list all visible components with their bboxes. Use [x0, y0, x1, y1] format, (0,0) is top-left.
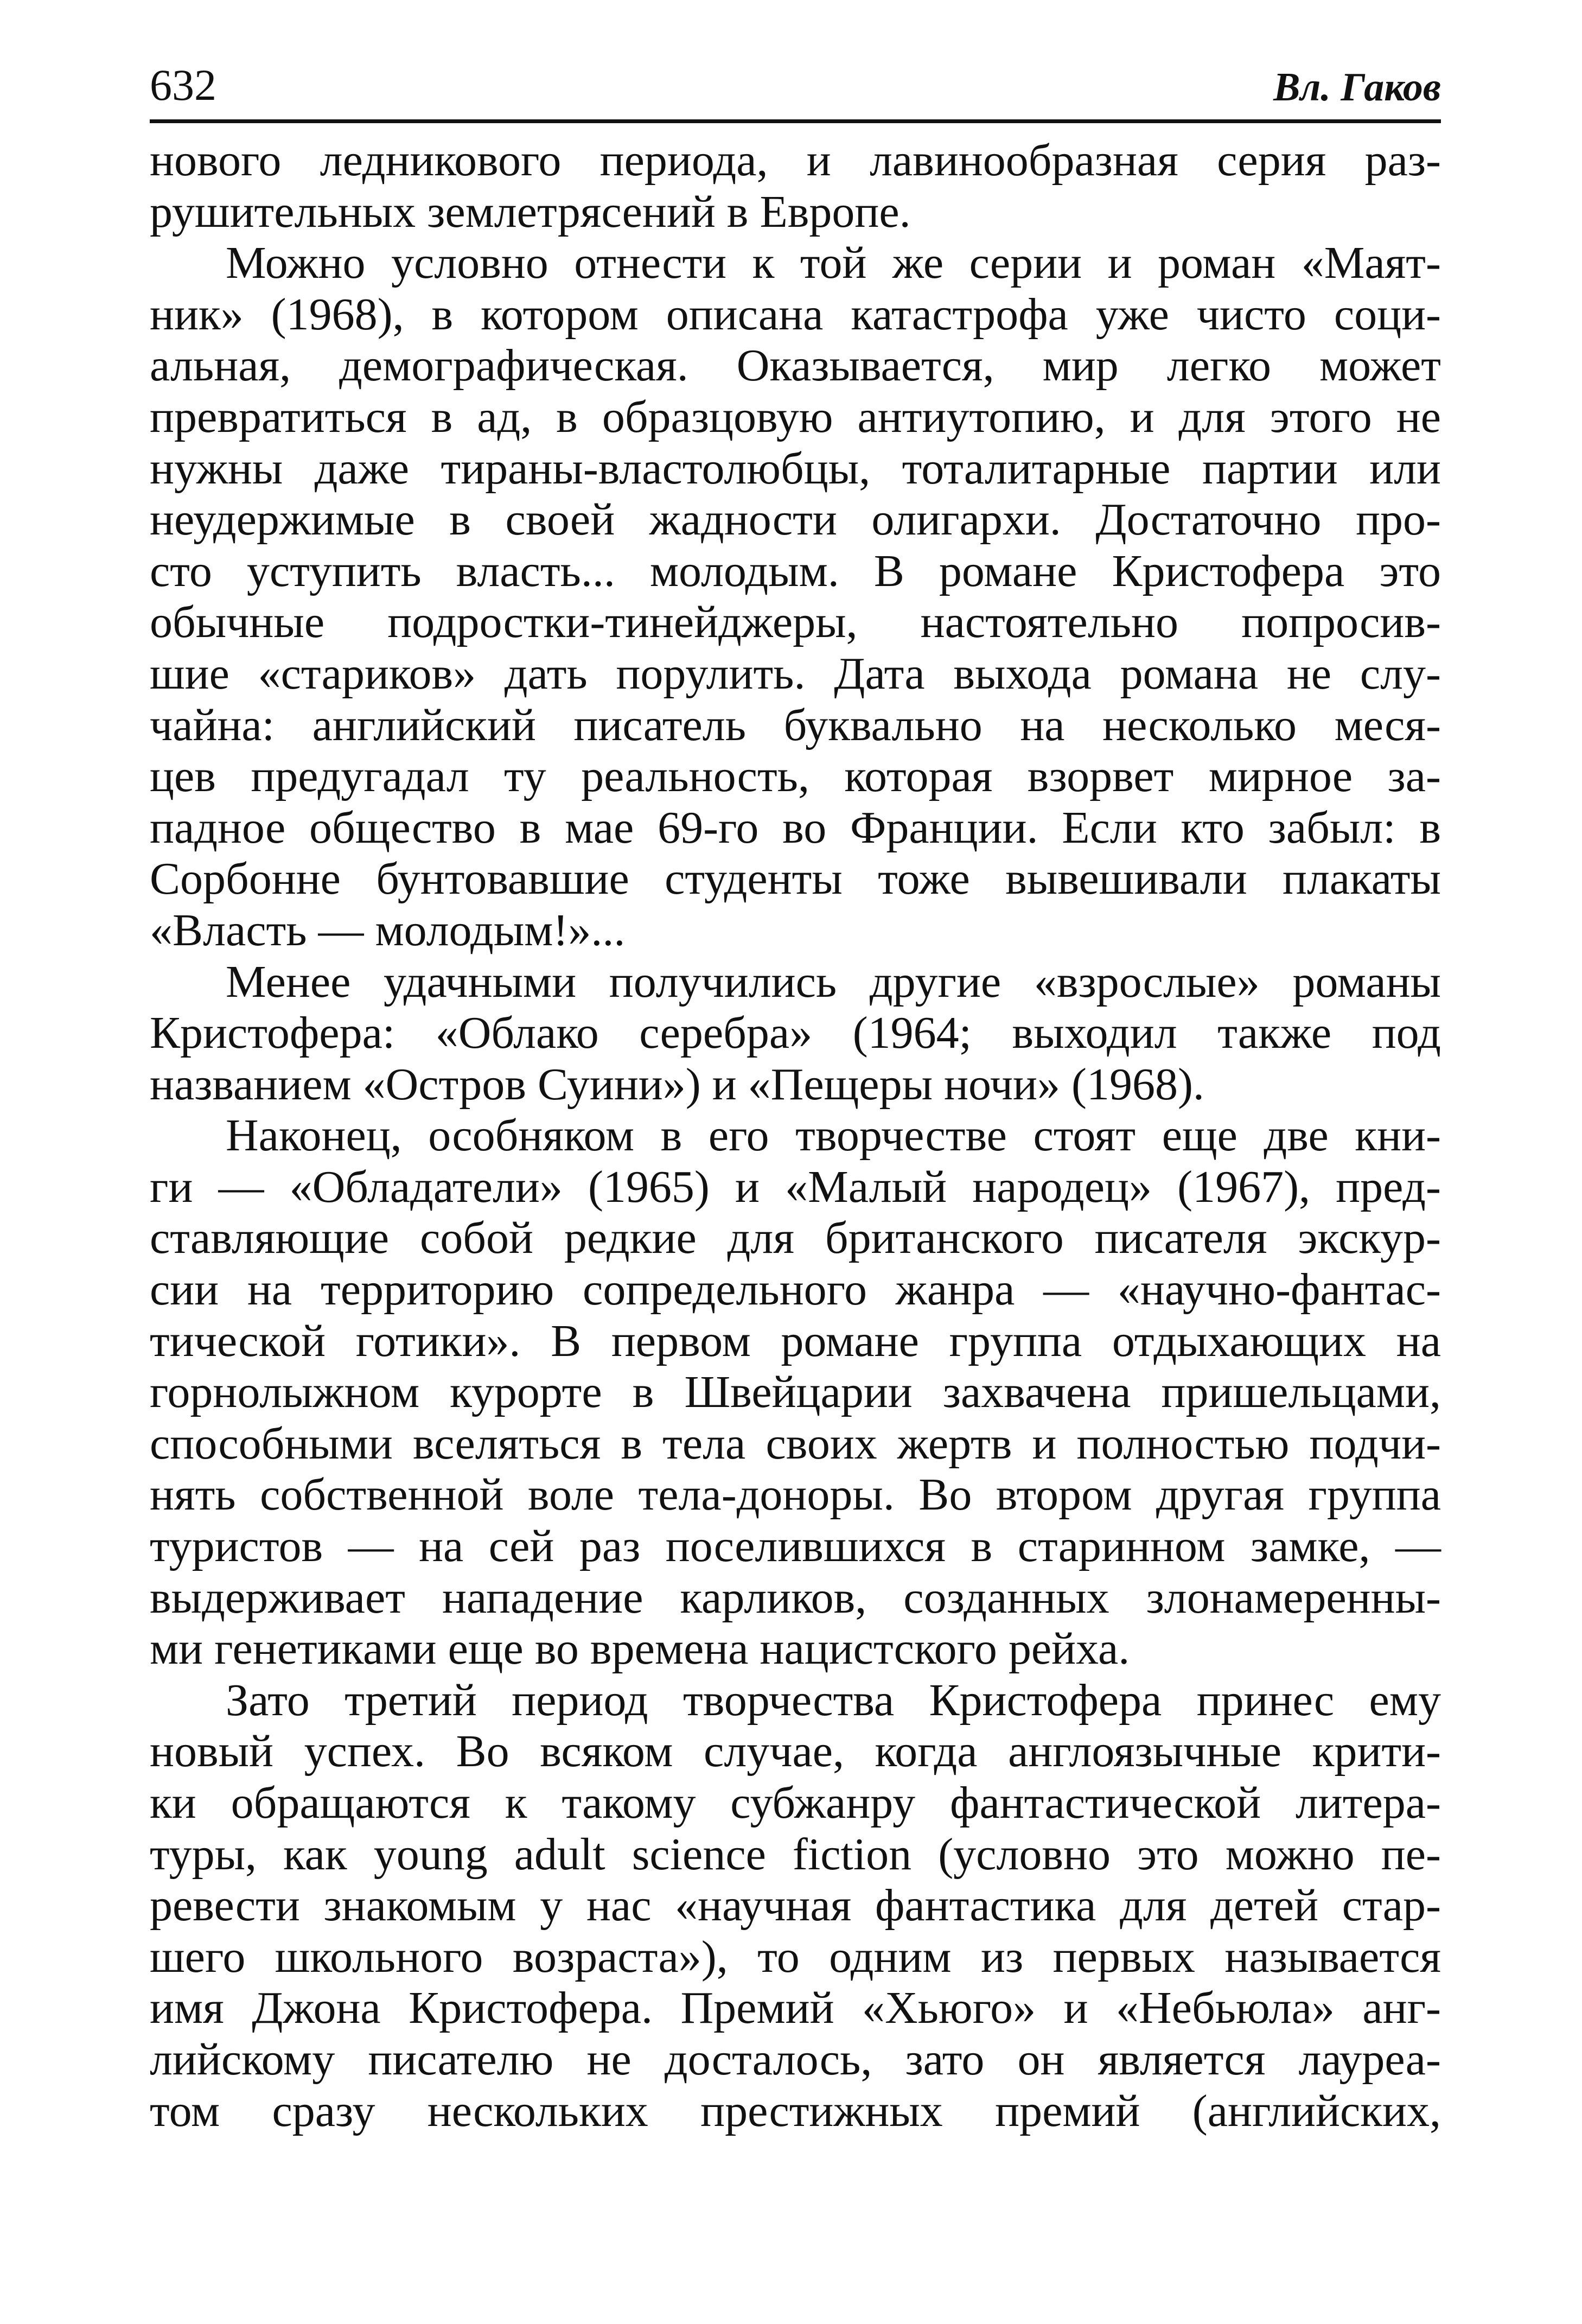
running-head — [150, 60, 1441, 123]
text-line: способными вселяться в тела своих жертв и полностью подчи- — [150, 1418, 1441, 1469]
text-line: альная, демографическая. Оказывается, мир легко может — [150, 340, 1441, 391]
text-line: выдерживает нападение карликов, созданных злонамеренны- — [150, 1572, 1441, 1623]
text-line: ги — «Обладатели» (1965) и «Малый народец» (1967), пред- — [150, 1161, 1441, 1212]
text-line: Кристофера: «Облако серебра» (1964; выходил также под — [150, 1008, 1441, 1059]
text-line: чайна: английский писатель буквально на несколько меся- — [150, 699, 1441, 750]
text-line: туристов — на сей раз поселившихся в старинном замке, — — [150, 1521, 1441, 1572]
text-line: новый успех. Во всяком случае, когда англоязычные крити- — [150, 1726, 1441, 1777]
text-line: нового ледникового периода, и лавинообразная серия раз- — [150, 135, 1441, 186]
text-line: «Власть — молодым!»... — [150, 905, 626, 956]
text-line: падное общество в мае 69-го во Франции. Если кто забыл: в — [150, 802, 1441, 853]
paragraph — [150, 957, 1441, 1111]
text-line: туры, как young adult science fiction (условно это можно пе- — [150, 1829, 1441, 1880]
text-line: сии на территорию сопредельного жанра — «научно-фантас- — [150, 1264, 1441, 1315]
text-line: нять собственной воле тела-доноры. Во втором другая группа — [150, 1469, 1441, 1520]
text-line: Наконец, особняком в его творчестве стоят еще две кни- — [226, 1110, 1441, 1161]
text-line: цев предугадал ту реальность, которая взорвет мирное за- — [150, 751, 1441, 802]
text-line: названием «Остров Суини») и «Пещеры ночи» (1968). — [150, 1059, 1204, 1110]
text-line: нужны даже тираны-властолюбцы, тоталитарные партии или — [150, 443, 1441, 494]
text-line: ревести знакомым у нас «научная фантастика для детей стар- — [150, 1880, 1441, 1931]
text-line: превратиться в ад, в образцовую антиутопию, и для этого не — [150, 391, 1441, 442]
body-text — [150, 135, 1441, 2137]
paragraph — [150, 1675, 1441, 2137]
text-line: Зато третий период творчества Кристофера принес ему — [226, 1674, 1441, 1726]
text-line: неудержимые в своей жадности олигархи. Достаточно про- — [150, 494, 1441, 545]
text-line: Менее удачными получились другие «взрослые» романы — [226, 956, 1441, 1007]
paragraph — [150, 238, 1441, 956]
text-line: горнолыжном курорте в Швейцарии захвачена пришельцами, — [150, 1367, 1441, 1418]
page-number: 632 — [150, 60, 216, 110]
text-line: ставляющие собой редкие для британского писателя экскур- — [150, 1213, 1441, 1264]
text-line: Можно условно отнести к той же серии и роман «Маят- — [226, 238, 1441, 289]
text-line: обычные подростки-тинейджеры, настоятельно попросив- — [150, 597, 1441, 648]
text-line: шего школьного возраста»), то одним из первых называется — [150, 1931, 1441, 1982]
book-page — [150, 60, 1441, 2137]
text-line: шие «стариков» дать порулить. Дата выхода романа не слу- — [150, 648, 1441, 699]
text-line: ник» (1968), в котором описана катастрофа уже чисто соци- — [150, 289, 1441, 340]
text-line: Сорбонне бунтовавшие студенты тоже вывешивали плакаты — [150, 854, 1441, 905]
text-line: том сразу нескольких престижных премий (английских, — [150, 2085, 1441, 2136]
text-line: ки обращаются к такому субжанру фантастической литера- — [150, 1778, 1441, 1828]
text-line: рушительных землетрясений в Европе. — [150, 186, 911, 237]
text-line: тической готики». В первом романе группа отдыхающих на — [150, 1315, 1441, 1366]
text-line: имя Джона Кристофера. Премий «Хьюго» и «Небьюла» анг- — [150, 1983, 1441, 2034]
text-line: лийскому писателю не досталось, зато он является лауреа- — [150, 2034, 1441, 2085]
running-head-author: Вл. Гаков — [1273, 65, 1441, 110]
text-line: сто уступить власть... молодым. В романе Кристофера это — [150, 545, 1441, 596]
text-line: ми генетиками еще во времена нацистского рейха. — [150, 1623, 1130, 1674]
paragraph — [150, 1110, 1441, 1675]
paragraph — [150, 135, 1441, 238]
